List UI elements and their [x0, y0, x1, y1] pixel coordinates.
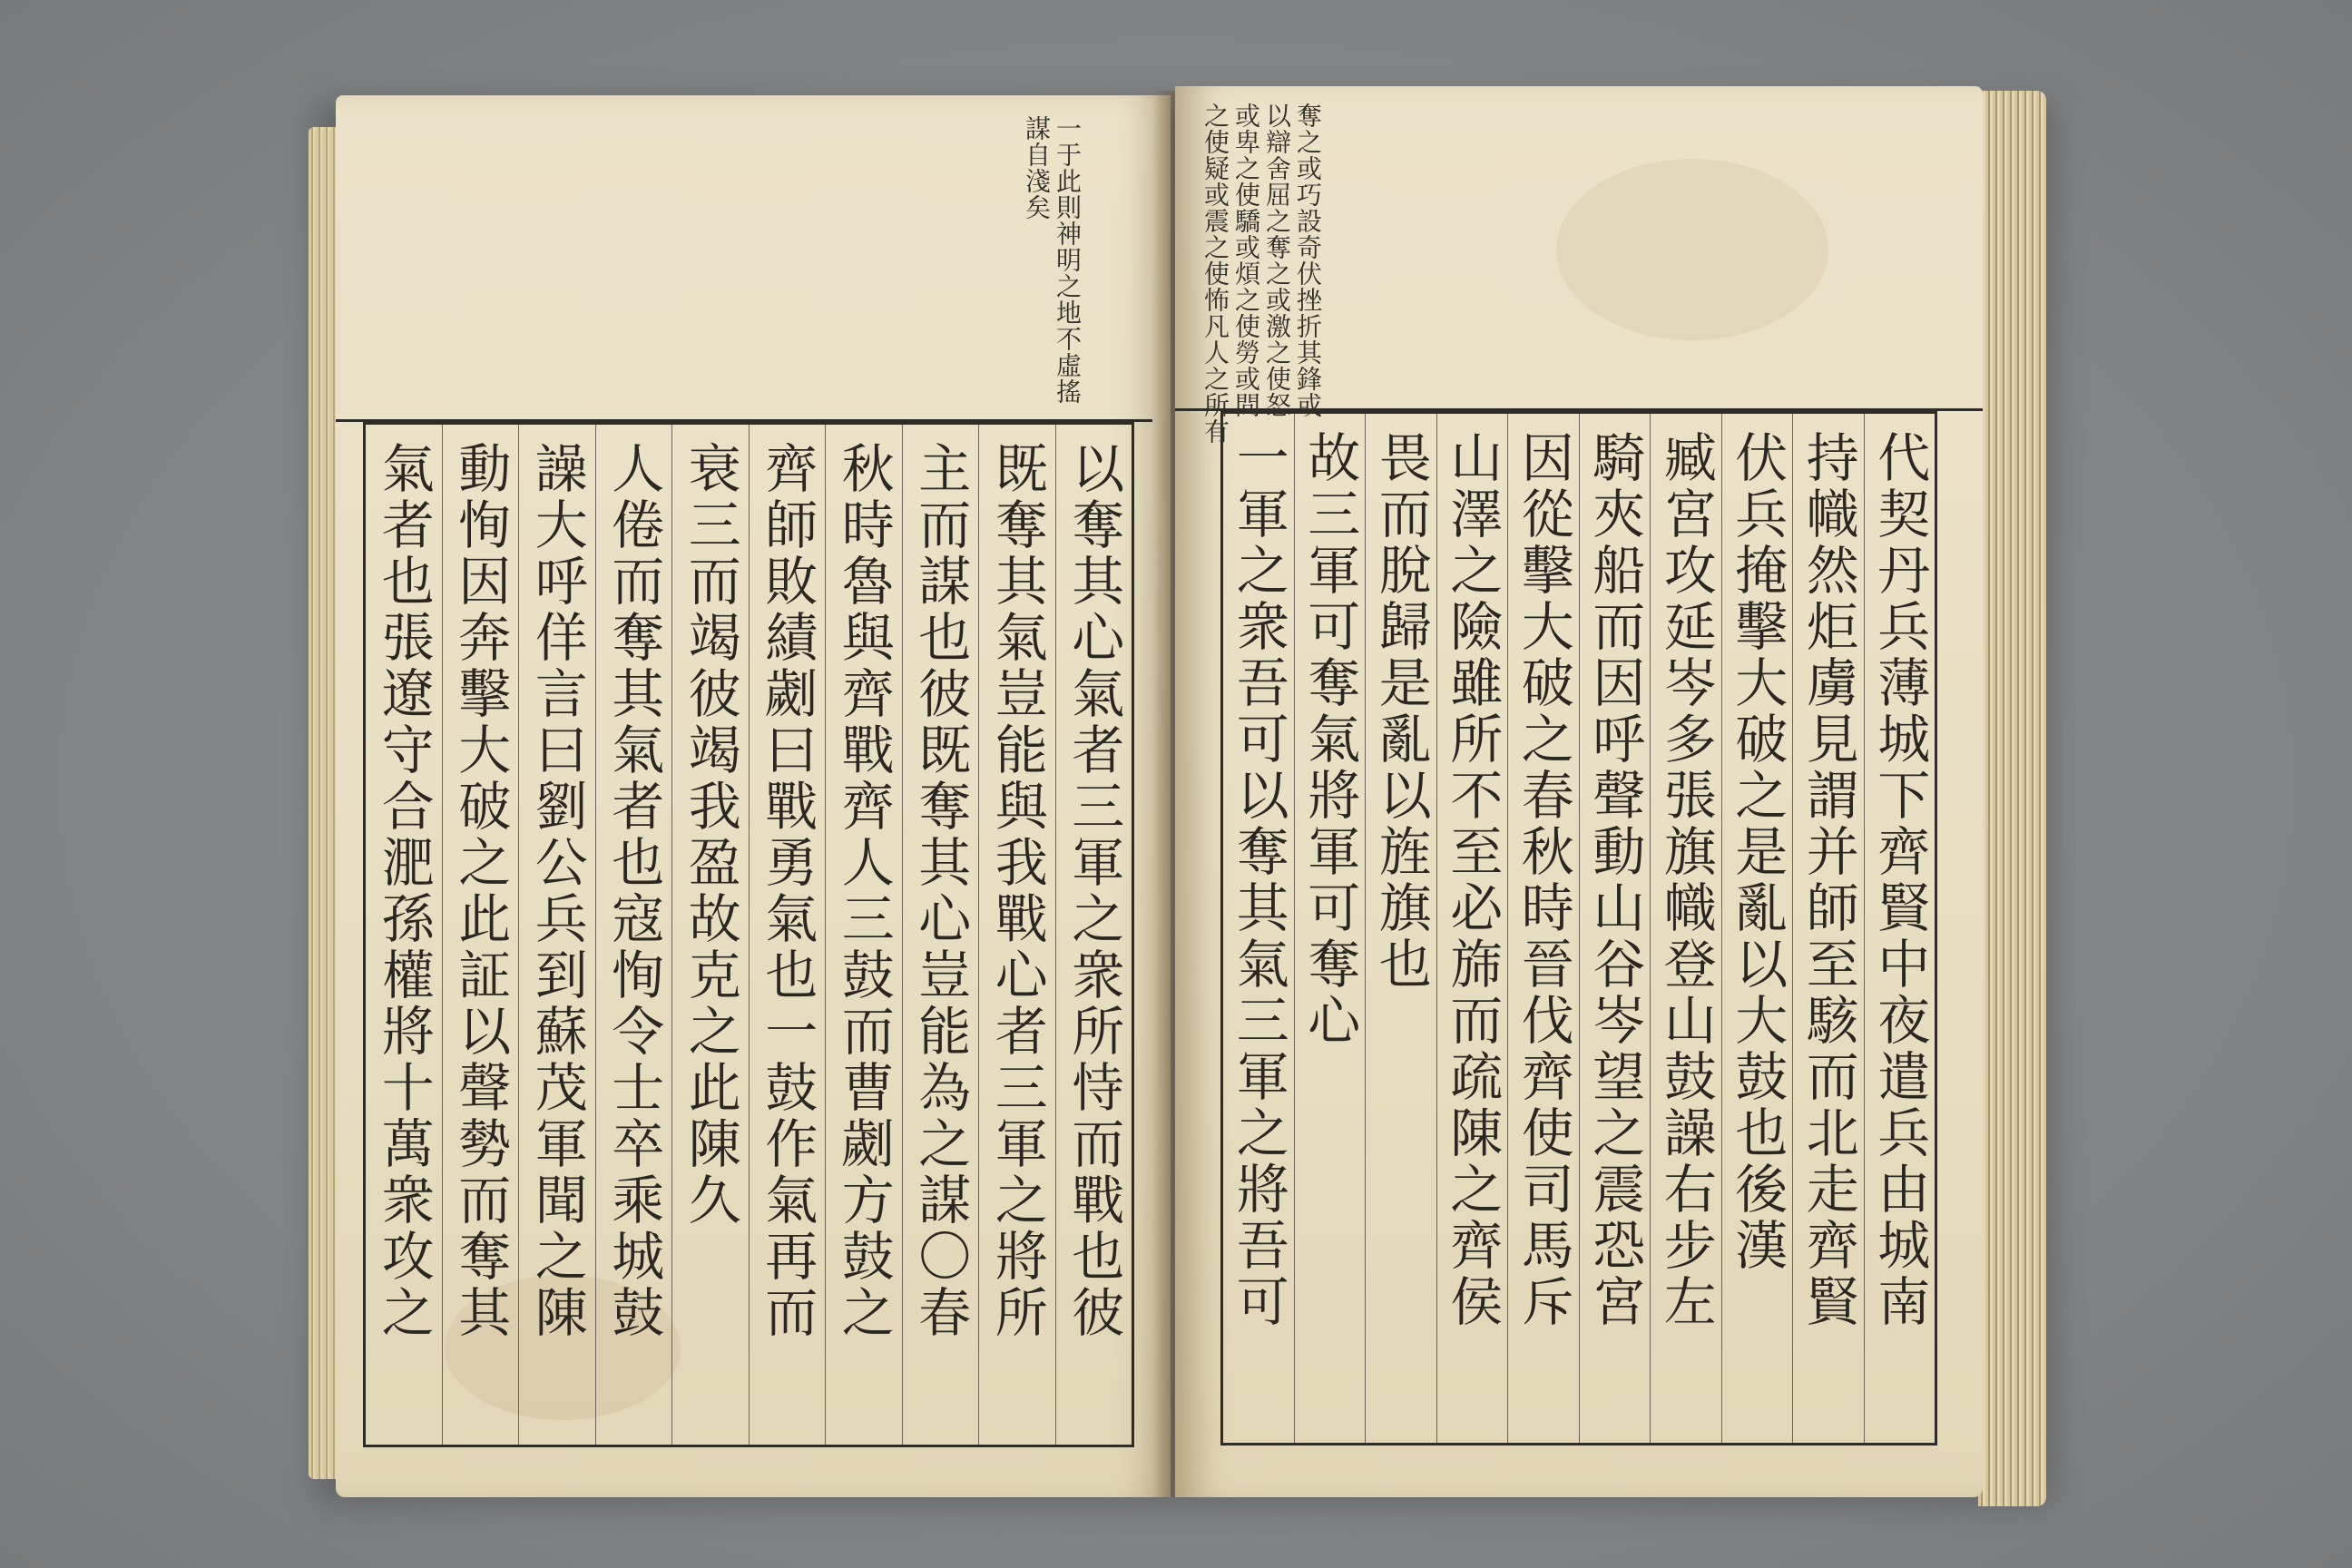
column-text: 動恂因奔擊大破之此証以聲勢而奪其 [449, 441, 512, 1341]
headnote-line: 之使疑或震之使怖凡人之所有 [1200, 103, 1230, 445]
headnote-line: 謀自淺矣 [1022, 115, 1052, 220]
text-column [978, 425, 1055, 1445]
headnote-line: 奪之或巧設奇伏挫折其鋒或 [1293, 103, 1323, 418]
column-text: 臧宮攻延岑多張旗幟登山鼓譟右步左 [1654, 430, 1717, 1330]
text-column [902, 425, 979, 1445]
left-text-frame [363, 422, 1134, 1447]
text-column [1507, 414, 1579, 1443]
text-column [1055, 425, 1132, 1445]
column-text: 既奪其氣豈能與我戰心者三軍之將所 [985, 441, 1048, 1341]
right-headnotes [1200, 103, 1323, 445]
text-column [1721, 414, 1793, 1443]
column-text: 伏兵掩擊大破之是亂以大鼓也後漢 [1726, 430, 1788, 1274]
text-column [1579, 414, 1651, 1443]
column-text: 譟大呼佯言曰劉公兵到蘇茂軍聞之陳 [525, 441, 588, 1341]
text-column [1864, 414, 1936, 1443]
right-text-frame [1220, 411, 1937, 1446]
text-column [442, 425, 519, 1445]
column-text: 故三軍可奪氣將軍可奪心 [1298, 430, 1361, 1049]
text-column [1436, 414, 1508, 1443]
column-text: 代契丹兵薄城下齊賢中夜遣兵由城南 [1868, 430, 1931, 1330]
text-column [366, 425, 442, 1445]
right-columns [1223, 414, 1935, 1443]
column-text: 因從擊大破之春秋時晉伐齊使司馬斥 [1512, 430, 1574, 1330]
column-text: 齊師敗績劌曰戰勇氣也一鼓作氣再而 [756, 441, 818, 1341]
text-column [595, 425, 672, 1445]
text-column [671, 425, 749, 1445]
text-column [1650, 414, 1721, 1443]
paper-stain [1556, 159, 1828, 340]
column-text: 秋時魯與齊戰齊人三鼓而曹劌方鼓之 [832, 441, 895, 1341]
headnote-line: 或卑之使驕或煩之使勞或間 [1231, 103, 1261, 418]
column-text: 主而謀也彼既奪其心豈能為之謀〇春 [909, 441, 972, 1341]
left-page [336, 95, 1171, 1497]
text-column [518, 425, 595, 1445]
left-columns [366, 425, 1132, 1445]
column-text: 山澤之險雖所不至必旆而疏陳之齊侯 [1441, 430, 1504, 1330]
column-text: 持幟然炬虜見謂并師至駭而北走齊賢 [1797, 430, 1859, 1330]
column-text: 畏而脫歸是亂以旌旗也 [1369, 430, 1432, 993]
text-column [825, 425, 902, 1445]
column-text: 以奪其心氣者三軍之衆所恃而戰也彼 [1063, 441, 1125, 1341]
page-edges-right [1978, 91, 2046, 1506]
text-column [1223, 414, 1294, 1443]
headnote-line: 一于此則神明之地不虛搖 [1053, 115, 1083, 405]
column-text: 衰三而竭彼竭我盈故克之此陳久 [679, 441, 741, 1229]
left-headnotes [1022, 115, 1083, 405]
text-column [1792, 414, 1864, 1443]
text-column [749, 425, 826, 1445]
headnote-line: 以辯舍屈之奪之或激之使怒 [1262, 103, 1292, 418]
column-text: 一軍之衆吾可以奪其氣三軍之將吾可 [1227, 430, 1289, 1330]
column-text: 騎夾船而因呼聲動山谷岑望之震恐宮 [1583, 430, 1646, 1330]
text-column [1365, 414, 1436, 1443]
column-text: 人倦而奪其氣者也寇恂令士卒乘城鼓 [603, 441, 665, 1341]
right-page [1175, 86, 1983, 1497]
column-text: 氣者也張遼守合淝孫權將十萬衆攻之 [372, 441, 435, 1341]
text-column [1294, 414, 1366, 1443]
